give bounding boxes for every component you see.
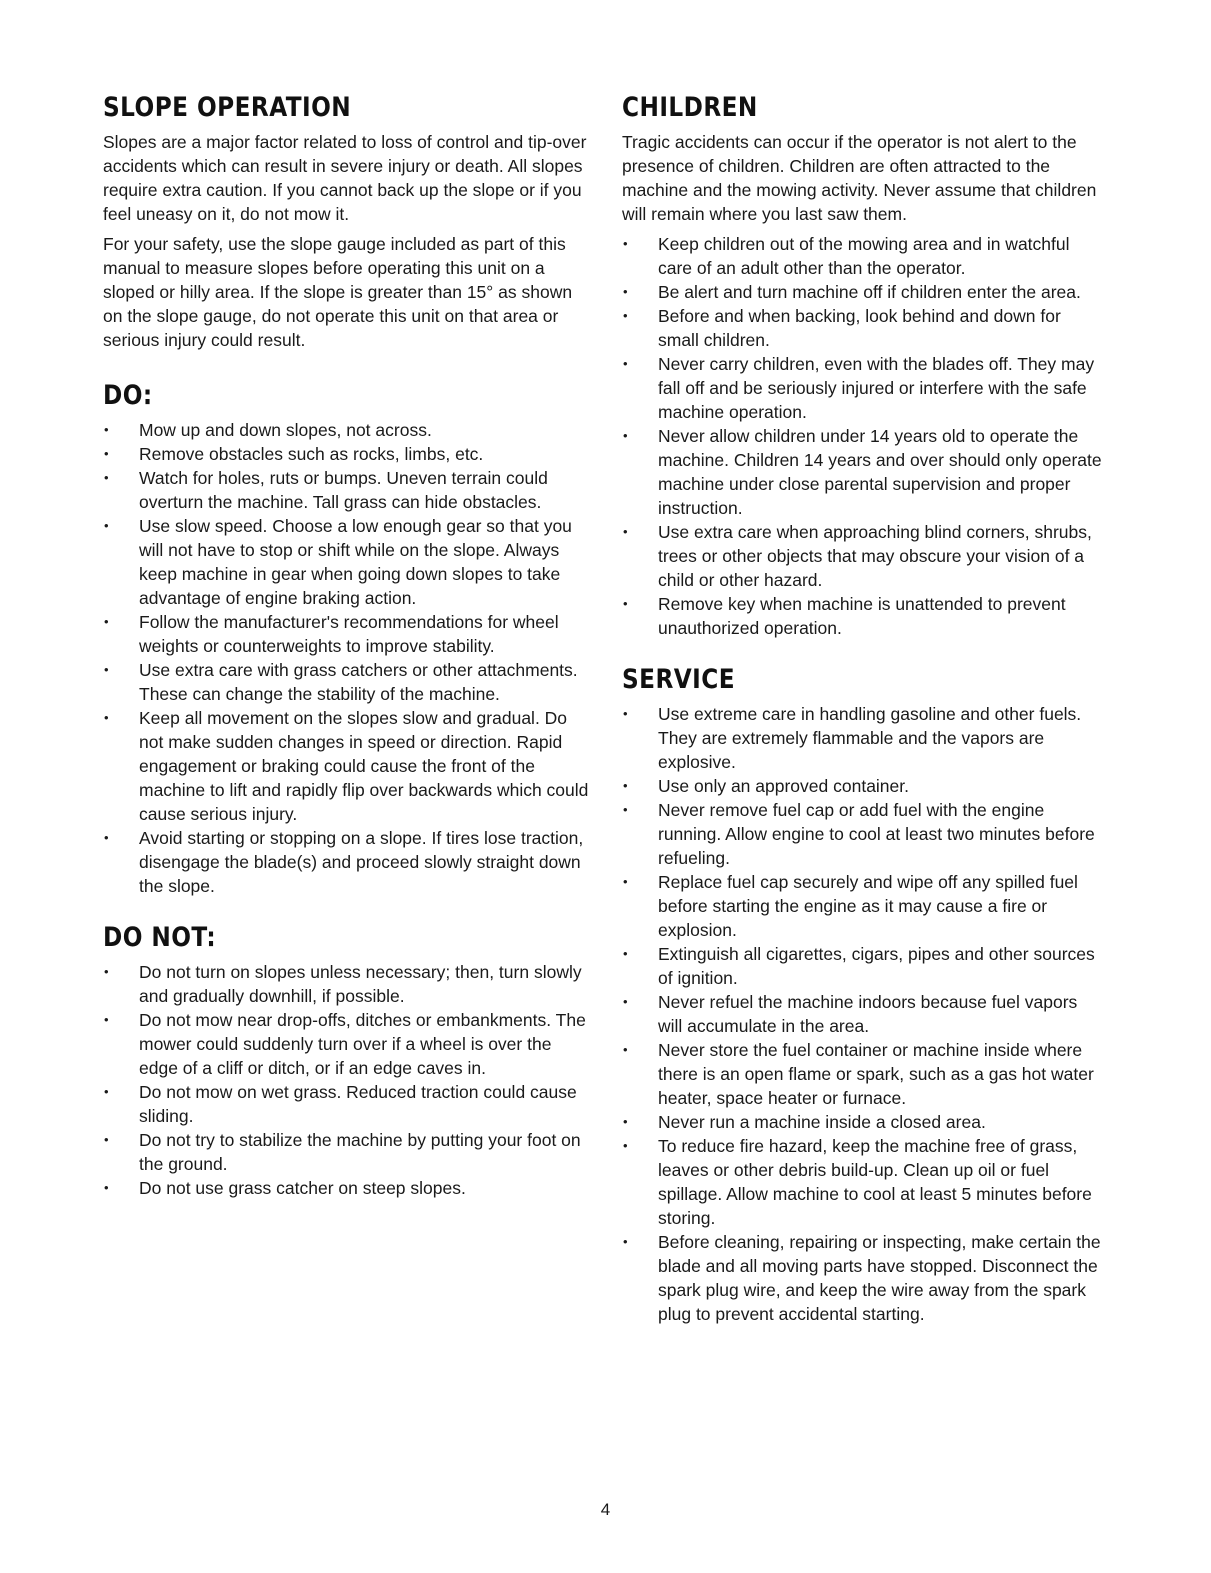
list-item: • Do not mow near drop-offs, ditches or embankments. The mower could suddenly turn over if a wheel is over the edge of a cliff or ditch, or if an edge caves in. (103, 1008, 591, 1080)
list-item: • To reduce fire hazard, keep the machine free of grass, leaves or other debris build-up. Clean up oil or fuel spillage. Allow machine to cool at least 5 minutes before storing. (622, 1134, 1106, 1230)
list-item: • Remove key when machine is unattended to prevent unauthorized operation. (622, 592, 1106, 640)
slope-operation-section (103, 92, 591, 352)
list-item: • Extinguish all cigarettes, cigars, pipes and other sources of ignition. (622, 942, 1106, 990)
list-item: • Keep all movement on the slopes slow and gradual. Do not make sudden changes in speed or direction. Rapid engagement or braking could cause the front of the machine to lift and rapidly flip over backwards which could cause serious injury. (103, 706, 591, 826)
list-item: • Use extra care with grass catchers or other attachments. These can change the stability of the machine. (103, 658, 591, 706)
list-item: • Use extra care when approaching blind corners, shrubs, trees or other objects that may obscure your vision of a child or other hazard. (622, 520, 1106, 592)
page-number: 4 (600, 1500, 611, 1519)
slope-paragraph: Slopes are a major factor related to loss of control and tip-over accidents which can result in severe injury or death. All slopes require extra caution. If you cannot back up the slope or if you feel uneasy on it, do not mow it. (103, 132, 587, 224)
service-heading: SERVICE (622, 664, 735, 695)
slope-paragraph: For your safety, use the slope gauge included as part of this manual to measure slopes before operating this unit on a sloped or hilly area. If the slope is greater than 15° as shown on the slope gauge, do not operate this unit on that area or serious injury could result. (103, 234, 573, 350)
list-item: • Never carry children, even with the blades off. They may fall off and be seriously injured or interfere with the safe machine operation. (622, 352, 1106, 424)
do-heading: DO: (103, 380, 153, 411)
list-item: • Mow up and down slopes, not across. (103, 418, 591, 442)
children-list (622, 232, 1106, 640)
list-item: • Do not turn on slopes unless necessary; then, turn slowly and gradually downhill, if possible. (103, 960, 591, 1008)
list-item: • Do not try to stabilize the machine by putting your foot on the ground. (103, 1128, 591, 1176)
list-item: • Never store the fuel container or machine inside where there is an open flame or spark, such as a gas hot water heater, space heater or furnace. (622, 1038, 1106, 1110)
list-item: • Use slow speed. Choose a low enough gear so that you will not have to stop or shift while on the slope. Always keep machine in gear when going down slopes to take advantage of engine braking action. (103, 514, 591, 610)
list-item: • Be alert and turn machine off if children enter the area. (622, 280, 1106, 304)
list-item: • Never refuel the machine indoors because fuel vapors will accumulate in the area. (622, 990, 1106, 1038)
list-item: • Never run a machine inside a closed area. (622, 1110, 1106, 1134)
list-item: • Avoid starting or stopping on a slope. If tires lose traction, disengage the blade(s) and proceed slowly straight down the slope. (103, 826, 591, 898)
do-section (103, 380, 591, 898)
right-column (622, 92, 1106, 1346)
service-section (622, 664, 1106, 1326)
left-column (103, 92, 591, 1220)
children-section (622, 92, 1106, 640)
list-item: • Use extreme care in handling gasoline and other fuels. They are extremely flammable and the vapors are explosive. (622, 702, 1106, 774)
list-item: • Never remove fuel cap or add fuel with the engine running. Allow engine to cool at least two minutes before refueling. (622, 798, 1106, 870)
list-item: • Use only an approved container. (622, 774, 1106, 798)
list-item: • Follow the manufacturer's recommendations for wheel weights or counterweights to improve stability. (103, 610, 591, 658)
list-item: • Do not use grass catcher on steep slopes. (103, 1176, 591, 1200)
do-not-section (103, 922, 591, 1200)
list-item: • Replace fuel cap securely and wipe off any spilled fuel before starting the engine as it may cause a fire or explosion. (622, 870, 1106, 942)
list-item: • Remove obstacles such as rocks, limbs, etc. (103, 442, 591, 466)
list-item: • Keep children out of the mowing area and in watchful care of an adult other than the operator. (622, 232, 1106, 280)
do-not-heading: DO NOT: (103, 922, 217, 953)
do-list (103, 418, 591, 898)
list-item: • Watch for holes, ruts or bumps. Uneven terrain could overturn the machine. Tall grass can hide obstacles. (103, 466, 591, 514)
list-item: • Before and when backing, look behind and down for small children. (622, 304, 1106, 352)
list-item: • Before cleaning, repairing or inspecting, make certain the blade and all moving parts have stopped. Disconnect the spark plug wire, and keep the wire away from the spark plug to prevent accidental starting. (622, 1230, 1106, 1326)
list-item: • Do not mow on wet grass. Reduced traction could cause sliding. (103, 1080, 591, 1128)
service-list (622, 702, 1106, 1326)
slope-operation-heading: SLOPE OPERATION (103, 92, 352, 123)
children-heading: CHILDREN (622, 92, 758, 123)
children-intro: Tragic accidents can occur if the operator is not alert to the presence of children. Children are often attracted to the machine and the mowing activity. Never assume that children will remain where you last saw them. (622, 132, 1097, 224)
list-item: • Never allow children under 14 years old to operate the machine. Children 14 years and over should only operate machine under close parental supervision and proper instruction. (622, 424, 1106, 520)
do-not-list (103, 960, 591, 1200)
